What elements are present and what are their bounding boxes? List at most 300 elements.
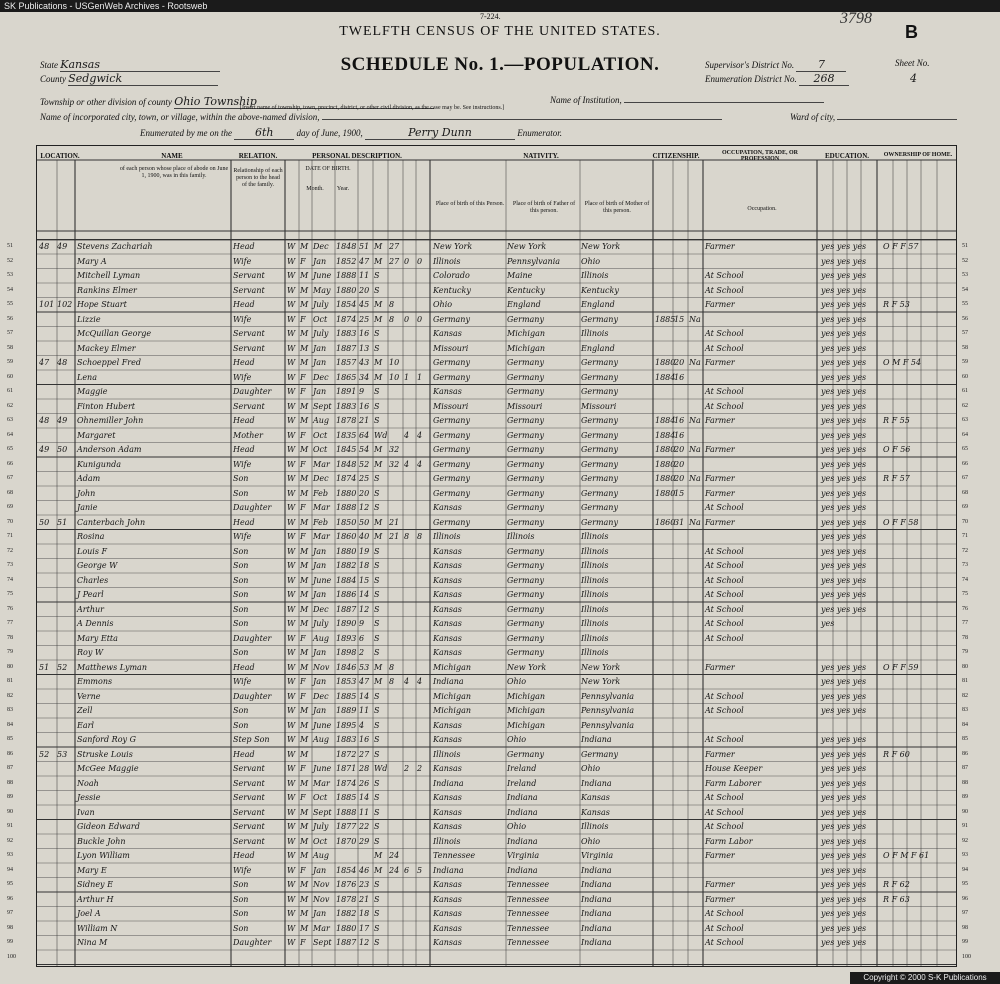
cell-occupation: At School [705, 604, 744, 614]
cell-edu [821, 647, 879, 659]
cell-dwelling [39, 618, 57, 630]
cell-imm: 1885 [655, 314, 676, 324]
cell-occupation: At School [705, 633, 744, 643]
cell-edu: yes yes yes [821, 459, 867, 469]
cell-children-born [404, 836, 416, 848]
cell-name: McQuillan George [77, 329, 152, 338]
cell-nat [689, 502, 703, 514]
cell-family [57, 705, 75, 717]
cell-birth: Germany [433, 430, 470, 440]
birth-col-header: DATE OF BIRTH. [305, 166, 351, 172]
cell-name: Ohnemiller John [77, 416, 144, 425]
cell-name: John [77, 488, 96, 498]
cell-years-married [389, 778, 403, 790]
cell-years-married [389, 589, 403, 601]
cell-years-married [389, 488, 403, 500]
cell-marital: S [374, 720, 380, 730]
cell-imm: 1884 [655, 430, 676, 440]
enumerated-day: 6th [234, 126, 294, 140]
cell-marital: M [374, 677, 383, 686]
line-number: 51 [7, 243, 13, 249]
cell-years-married [389, 401, 403, 413]
cell-edu: yes yes yes [821, 938, 867, 947]
cell-home [883, 763, 955, 775]
cell-birth: Illinois [433, 256, 461, 266]
cell-father: Indiana [507, 807, 538, 817]
cell-color: W [287, 851, 296, 860]
cell-children-living [417, 604, 429, 616]
cell-edu: yes yes yes [821, 923, 867, 933]
cell-us: 15 [674, 488, 685, 498]
cell-father: Ireland [507, 764, 537, 773]
cell-age: 40 [359, 532, 370, 541]
cell-age: 34 [359, 372, 370, 382]
cell-age: 18 [359, 909, 370, 918]
cell-us: 16 [674, 372, 685, 382]
cell-sex: M [300, 300, 309, 309]
cell-relation: Head [233, 851, 255, 860]
cell-birth: Kansas [433, 546, 462, 556]
cell-birth: New York [433, 242, 473, 251]
cell-age [359, 952, 373, 964]
cell-father: Germany [507, 488, 544, 498]
cell-birth: Germany [433, 517, 470, 527]
cell-age: 11 [359, 706, 370, 715]
cell-dwelling [39, 473, 57, 485]
cell-children-living: 4 [417, 430, 423, 440]
cell-children-born [404, 604, 416, 616]
cell-sex: F [300, 691, 306, 701]
line-number: 61 [962, 388, 968, 394]
line-number: 90 [962, 808, 968, 815]
cell-father: Germany [507, 561, 544, 570]
cell-year: 1874 [336, 474, 357, 483]
cell-us [674, 720, 688, 732]
cell-dwelling [39, 894, 57, 906]
line-number: 91 [962, 823, 968, 829]
cell-family [57, 401, 75, 413]
cell-years-married [389, 386, 403, 398]
cell-marital: S [374, 648, 380, 657]
cell-marital: M [374, 242, 383, 251]
cell-mother: England [581, 300, 615, 309]
cell-marital: S [374, 604, 380, 614]
cell-color: W [287, 590, 296, 599]
cell-us [674, 662, 688, 674]
cell-family [57, 647, 75, 659]
cell-us [674, 589, 688, 601]
cell-dwelling [39, 343, 57, 355]
line-number: 59 [7, 359, 13, 365]
cell-dwelling: 52 [39, 749, 50, 759]
state-label: State [40, 60, 58, 70]
cell-birth [433, 952, 505, 964]
cell-children-living [417, 328, 429, 340]
cell-color: W [287, 314, 296, 324]
cell-age: 16 [359, 735, 370, 744]
line-number: 87 [7, 765, 13, 771]
cell-birth: Indiana [433, 778, 464, 788]
line-number: 55 [7, 301, 13, 307]
cell-age: 2 [359, 648, 365, 657]
cell-home [883, 256, 955, 268]
line-number: 89 [962, 794, 968, 800]
cell-sex: F [300, 503, 306, 512]
cell-name: Rankins Elmer [77, 285, 137, 295]
cell-home [883, 908, 955, 920]
cell-children-living [417, 879, 429, 891]
table-row [7, 459, 968, 471]
cell-years-married [389, 937, 403, 949]
cell-imm [655, 937, 673, 949]
cell-father: Kentucky [507, 285, 545, 295]
cell-name: Margaret [77, 430, 116, 440]
cell-birth: Kansas [433, 329, 462, 338]
cell-color: W [287, 517, 296, 527]
cell-occupation: At School [705, 561, 744, 570]
cell-relation: Head [233, 749, 255, 759]
line-number: 58 [962, 344, 968, 351]
cell-month: Jan [313, 546, 327, 556]
cell-family: 51 [57, 517, 68, 527]
cell-family: 53 [57, 749, 68, 759]
line-number: 51 [962, 243, 968, 249]
cell-marital [374, 952, 388, 964]
cell-years-married [389, 894, 403, 906]
cell-children-born [404, 850, 416, 862]
cell-imm [655, 328, 673, 340]
cell-color: W [287, 880, 296, 889]
cell-us [674, 401, 688, 413]
cell-color: W [287, 822, 296, 831]
table-row [7, 575, 968, 587]
cell-children-living [417, 792, 429, 804]
cell-mother: Indiana [581, 735, 612, 744]
cell-years-married [389, 604, 403, 616]
cell-family: 49 [57, 242, 68, 251]
cell-year: 1870 [336, 836, 357, 846]
cell-edu: yes yes yes [821, 909, 867, 918]
cell-imm [655, 908, 673, 920]
cell-month: Dec [313, 474, 329, 483]
cell-year: 1887 [336, 343, 357, 353]
cell-dwelling [39, 314, 57, 326]
cell-family [57, 546, 75, 558]
cell-birth: Germany [433, 459, 470, 469]
cell-year [336, 850, 358, 862]
cell-year: 1880 [336, 488, 357, 498]
cell-year [336, 952, 358, 964]
cell-nat [689, 908, 703, 920]
cell-children-born [404, 662, 416, 674]
cell-children-living [417, 386, 429, 398]
line-number: 70 [962, 518, 968, 525]
cell-occupation: At School [705, 822, 744, 831]
cell-home: O F F 57 [883, 242, 919, 251]
cell-relation: Mother [233, 430, 263, 440]
cell-year: 1882 [336, 909, 357, 918]
cell-marital: S [374, 909, 380, 918]
cell-imm [655, 836, 673, 848]
cell-children-born [404, 444, 416, 456]
table-row [7, 618, 968, 630]
cell-color: W [287, 619, 296, 628]
cell-sex: M [300, 706, 309, 715]
cell-birth: Germany [433, 416, 470, 425]
cell-marital: M [374, 865, 383, 875]
cell-years-married: 27 [389, 242, 400, 251]
cell-us: 20 [674, 358, 685, 367]
cell-imm [655, 343, 673, 355]
cell-marital: M [374, 459, 383, 469]
cell-name: Zell [77, 706, 93, 715]
cell-sex: M [300, 343, 309, 353]
cell-us [674, 865, 688, 877]
cell-edu: yes yes yes [821, 387, 867, 396]
cell-month: Aug [313, 735, 330, 744]
cell-edu: yes yes yes [821, 314, 867, 324]
cell-dwelling [39, 560, 57, 572]
cell-color: W [287, 706, 296, 715]
cell-nat [689, 372, 703, 384]
cell-name: Kunigunda [77, 459, 121, 469]
cell-occupation: At School [705, 329, 744, 338]
cell-children-born [404, 778, 416, 790]
cell-age: 29 [359, 836, 370, 846]
cell-home [883, 618, 955, 630]
cell-children-living [417, 357, 429, 369]
cell-nat [689, 401, 703, 413]
cell-year: 1888 [336, 503, 357, 512]
cell-month: Oct [313, 445, 328, 454]
cell-family [57, 937, 75, 949]
cell-nat [689, 241, 703, 253]
cell-birth: Kansas [433, 764, 462, 773]
cell-color: W [287, 242, 296, 251]
cell-father: Michigan [507, 343, 545, 353]
cell-edu [821, 720, 879, 732]
cell-occupation: Farmer [705, 242, 735, 251]
cell-month: Oct [313, 430, 328, 440]
cell-home [883, 937, 955, 949]
cell-relation: Step Son [233, 735, 270, 744]
cell-color: W [287, 720, 296, 730]
sheet-number: 4 [910, 72, 917, 85]
line-number: 73 [962, 562, 968, 568]
cell-relation: Head [233, 416, 255, 425]
cell-age: 12 [359, 938, 370, 947]
cell-name: Lyon William [77, 851, 130, 860]
cell-children-born: 4 [404, 459, 410, 469]
table-row [7, 299, 968, 311]
cell-edu: yes yes yes [821, 590, 867, 599]
table-row [7, 401, 968, 413]
cell-children-born [404, 357, 416, 369]
cell-occupation: At School [705, 735, 744, 744]
line-number: 86 [962, 750, 968, 757]
cell-family [57, 821, 75, 833]
cell-occupation: Farmer [705, 445, 735, 454]
cell-imm [655, 589, 673, 601]
table-row [7, 691, 968, 703]
cell-father: Tennessee [507, 938, 550, 947]
cell-age: 51 [359, 242, 370, 251]
county-label: County [40, 74, 66, 84]
cell-age: 15 [359, 575, 370, 585]
cell-edu: yes yes yes [821, 561, 867, 570]
line-number: 71 [962, 533, 968, 539]
cell-name: Finton Hubert [77, 401, 136, 411]
cell-year: 1848 [336, 459, 357, 469]
cell-family [57, 618, 75, 630]
cell-father: Germany [507, 474, 544, 483]
line-number: 86 [7, 750, 13, 757]
cell-birth: Kansas [433, 938, 462, 947]
cell-month: Aug [313, 851, 330, 860]
cell-home [883, 734, 955, 746]
cell-color: W [287, 416, 296, 425]
cell-years-married: 8 [389, 314, 395, 324]
group-citizenship: CITIZENSHIP. [652, 152, 700, 160]
cell-home [883, 343, 955, 355]
table-row [7, 430, 968, 442]
cell-birth: Indiana [433, 865, 464, 875]
cell-relation: Daughter [233, 691, 272, 701]
cell-marital: S [374, 271, 380, 280]
table-row [7, 357, 968, 369]
cell-home [883, 792, 955, 804]
table-row [7, 589, 968, 601]
table-row [7, 241, 968, 253]
copyright-banner: Copyright © 2000 S-K Publications [850, 972, 1000, 984]
cell-sex: M [300, 546, 309, 556]
cell-years-married [389, 575, 403, 587]
cell-month: Jan [313, 648, 327, 657]
cell-sex: M [300, 662, 309, 672]
line-number: 100 [7, 953, 16, 960]
cell-month: Mar [313, 459, 330, 469]
cell-home [883, 836, 955, 848]
cell-relation: Head [233, 358, 255, 367]
cell-sex: M [300, 271, 309, 280]
cell-nat: Na [689, 416, 701, 425]
cell-name: Canterbach John [77, 517, 146, 527]
cell-occupation: Farmer [705, 300, 735, 309]
cell-sex: M [300, 575, 309, 585]
cell-mother: Illinois [581, 619, 609, 628]
cell-mother: Germany [581, 445, 618, 454]
cell-sex: M [300, 894, 309, 904]
cell-color: W [287, 865, 296, 875]
cell-age: 23 [359, 880, 370, 889]
cell-age: 18 [359, 561, 370, 570]
cell-edu: yes yes yes [821, 242, 867, 251]
cell-us [674, 270, 688, 282]
cell-children-born [404, 401, 416, 413]
cell-birth: Germany [433, 445, 470, 454]
cell-us [674, 691, 688, 703]
cell-children-born [404, 386, 416, 398]
cell-father: Germany [507, 416, 544, 425]
cell-children-living [417, 807, 429, 819]
cell-birth: Germany [433, 474, 470, 483]
line-number: 64 [7, 431, 13, 438]
cell-occupation: At School [705, 938, 744, 947]
cell-children-living [417, 241, 429, 253]
cell-sex: M [300, 909, 309, 918]
cell-years-married [389, 430, 403, 442]
cell-month: July [313, 329, 329, 338]
cell-family [57, 923, 75, 935]
line-number: 76 [962, 605, 968, 612]
cell-birth: Kansas [433, 894, 462, 904]
nativity-person-header: Place of birth of this Person. [435, 201, 505, 207]
cell-children-living: 5 [417, 865, 423, 875]
cell-sex: M [300, 358, 309, 367]
cell-dwelling [39, 270, 57, 282]
cell-year: 1893 [336, 633, 357, 643]
cell-month: June [313, 271, 332, 280]
cell-marital: Wd [374, 430, 388, 440]
cell-edu: yes yes yes [821, 401, 867, 411]
cell-name: William N [77, 923, 118, 933]
cell-birth: Missouri [433, 343, 469, 353]
cell-marital: S [374, 633, 380, 643]
line-number: 88 [7, 779, 13, 786]
cell-sex: M [300, 807, 309, 817]
cell-imm [655, 241, 673, 253]
cell-dwelling [39, 647, 57, 659]
cell-age: 14 [359, 691, 370, 701]
cell-children-born [404, 821, 416, 833]
line-number: 97 [7, 910, 13, 916]
cell-occupation [705, 459, 815, 471]
cell-imm [655, 720, 673, 732]
cell-mother: Germany [581, 314, 618, 324]
cell-dwelling [39, 372, 57, 384]
cell-us [674, 749, 688, 761]
cell-father: Germany [507, 430, 544, 440]
cell-mother: Illinois [581, 648, 609, 657]
cell-relation: Head [233, 300, 255, 309]
cell-imm [655, 923, 673, 935]
cell-relation: Son [233, 590, 249, 599]
cell-children-living [417, 836, 429, 848]
cell-occupation: At School [705, 807, 744, 817]
cell-family [57, 488, 75, 500]
group-ownership: OWNERSHIP OF HOME. [883, 152, 953, 158]
line-number: 83 [7, 707, 13, 713]
cell-imm: 1880 [655, 459, 676, 469]
cell-father: Illinois [507, 532, 535, 541]
cell-us [674, 299, 688, 311]
cell-sex: M [300, 561, 309, 570]
cell-sex: M [300, 401, 309, 411]
cell-birth: Michigan [433, 662, 471, 672]
cell-occupation: Farmer [705, 662, 735, 672]
cell-year: 1865 [336, 372, 357, 382]
line-number: 82 [7, 692, 13, 699]
line-number: 66 [7, 460, 13, 467]
cell-imm [655, 676, 673, 688]
cell-color: W [287, 358, 296, 367]
cell-children-born [404, 560, 416, 572]
cell-dwelling: 47 [39, 358, 50, 367]
cell-relation: Son [233, 575, 249, 585]
cell-us [674, 343, 688, 355]
cell-imm [655, 618, 673, 630]
cell-birth: Kansas [433, 633, 462, 643]
